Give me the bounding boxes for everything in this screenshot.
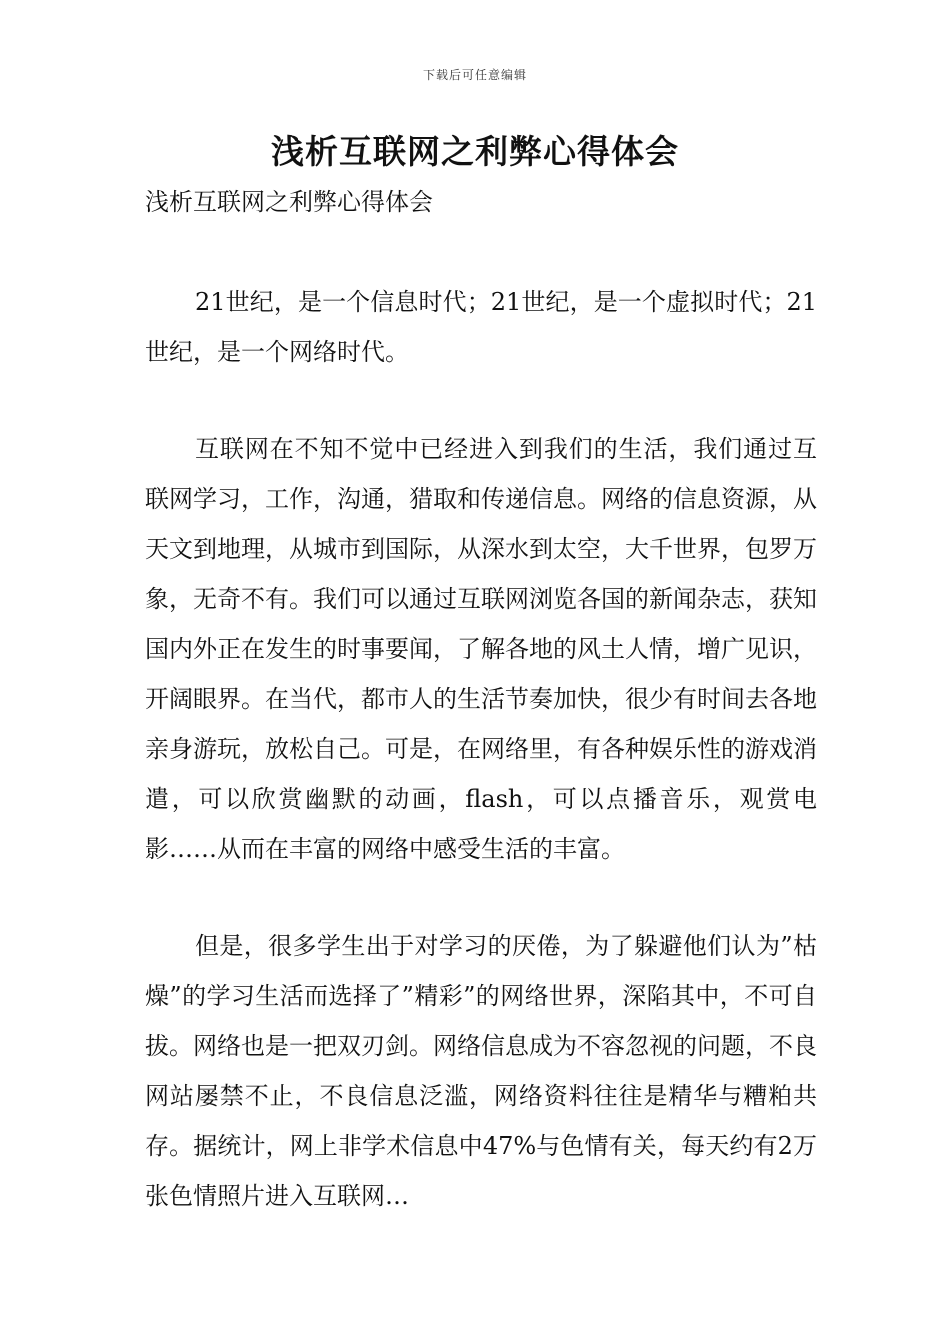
paragraph-3: 但是，很多学生出于对学习的厌倦，为了躲避他们认为”枯燥”的学习生活而选择了”精彩”的网络世界，深陷其中，不可自拔。网络也是一把双刃剑。网络信息成为不容忽视的问题，不良网站屡禁不止，不良信息泛滥，网络资料往往是精华与糟粕共存。据统计，网上非学术信息中47%与色情有关，每天约有2万张色情照片进入互联网… [145, 932, 817, 1210]
paragraph-2: 互联网在不知不觉中已经进入到我们的生活，我们通过互联网学习，工作，沟通，猎取和传递信息。网络的信息资源，从天文到地理，从城市到国际，从深水到太空，大千世界，包罗万象，无奇不有。我们可以通过互联网浏览各国的新闻杂志，获知国内外正在发生的时事要闻，了解各地的风土人情，增广见识，开阔眼界。在当代，都市人的生活节奏加快，很少有时间去各地亲身游玩，放松自己。可是，在网络里，有各种娱乐性的游戏消遣，可以欣赏幽默的动画，flash，可以点播音乐，观赏电影……从而在丰富的网络中感受生活的丰富。 [145, 435, 817, 863]
document-title: 浅析互联网之利弊心得体会 [271, 132, 679, 171]
paragraph-1: 21世纪，是一个信息时代；21世纪，是一个虚拟时代；21世纪，是一个网络时代。 [145, 288, 817, 366]
document-subtitle: 浅析互联网之利弊心得体会 [145, 188, 433, 216]
header-note: 下载后可任意编辑 [422, 68, 527, 82]
